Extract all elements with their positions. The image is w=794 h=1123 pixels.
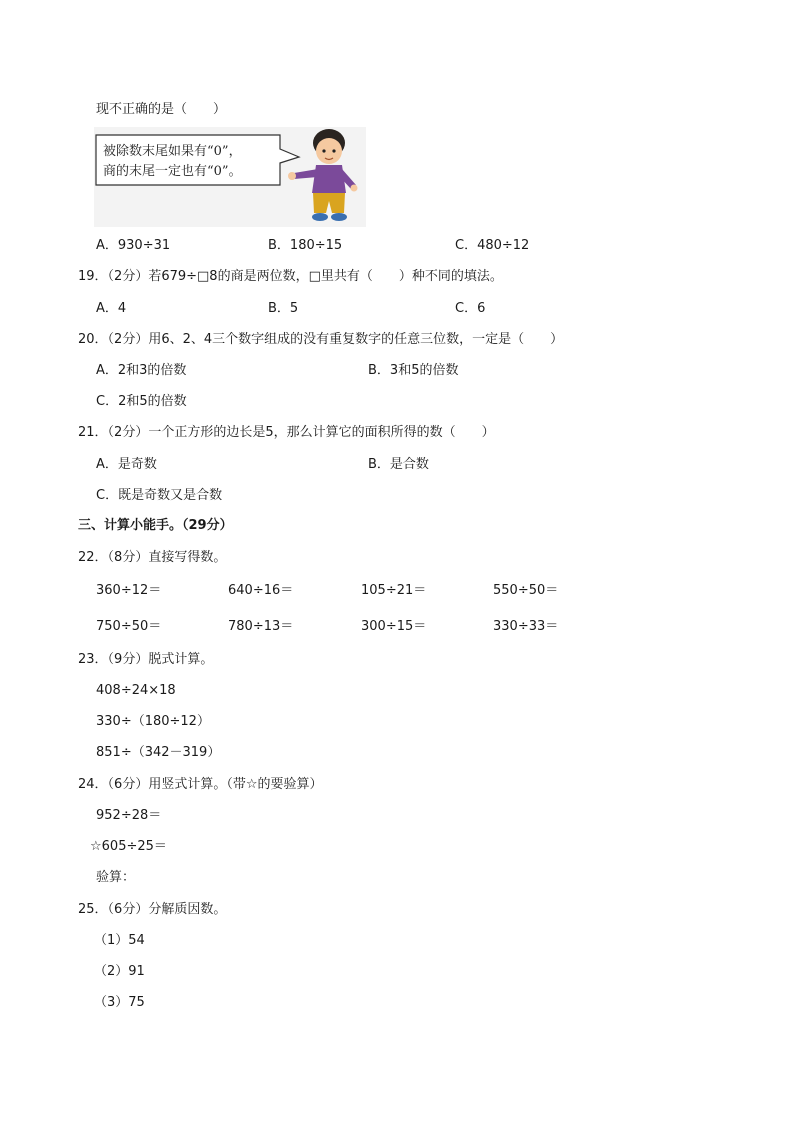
q19-option-b: B．5 bbox=[268, 301, 299, 316]
q22-item: 360÷12＝ bbox=[96, 583, 162, 598]
bubble-text-1: 被除数末尾如果有“0”， bbox=[103, 144, 242, 159]
q20-stem: 20．（2分）用6、2、4三个数字组成的没有重复数字的任意三位数，一定是（ ） bbox=[78, 332, 564, 347]
q24-item: 952÷28＝ bbox=[96, 808, 162, 823]
q20-option-c: C．2和5的倍数 bbox=[96, 394, 187, 409]
q19-option-c: C．6 bbox=[455, 301, 486, 316]
q18-illustration bbox=[94, 127, 366, 227]
section-heading: 三、计算小能手。（29分） bbox=[78, 518, 233, 533]
q22-item: 750÷50＝ bbox=[96, 619, 162, 634]
q22-item: 105÷21＝ bbox=[361, 583, 427, 598]
q23-item: 851÷（342－319） bbox=[96, 745, 221, 760]
bubble-text-2: 商的末尾一定也有“0”。 bbox=[103, 164, 242, 179]
q25-stem: 25．（6分）分解质因数。 bbox=[78, 902, 227, 917]
boy-speech-bubble-image bbox=[94, 127, 366, 227]
q22-item: 780÷13＝ bbox=[228, 619, 294, 634]
q21-option-c: C．既是奇数又是合数 bbox=[96, 488, 223, 503]
q22-item: 300÷15＝ bbox=[361, 619, 427, 634]
q23-stem: 23．（9分）脱式计算。 bbox=[78, 652, 214, 667]
q18-option-c: C．480÷12 bbox=[455, 238, 530, 253]
q25-item: （2）91 bbox=[94, 964, 145, 979]
q18-option-a: A．930÷31 bbox=[96, 238, 171, 253]
q20-option-b: B．3和5的倍数 bbox=[368, 363, 459, 378]
q21-stem: 21．（2分）一个正方形的边长是5，那么计算它的面积所得的数（ ） bbox=[78, 425, 495, 440]
q24-stem: 24．（6分）用竖式计算。（带☆的要验算） bbox=[78, 777, 323, 792]
q20-option-a: A．2和3的倍数 bbox=[96, 363, 187, 378]
q19-stem: 19．（2分）若679÷□8的商是两位数，□里共有（ ）种不同的填法。 bbox=[78, 269, 503, 284]
q23-item: 408÷24×18 bbox=[96, 683, 176, 698]
q24-item: ☆605÷25＝ bbox=[90, 839, 167, 854]
q25-item: （3）75 bbox=[94, 995, 145, 1010]
q22-item: 330÷33＝ bbox=[493, 619, 559, 634]
q25-item: （1）54 bbox=[94, 933, 145, 948]
q18-option-b: B．180÷15 bbox=[268, 238, 343, 253]
q24-check-label: 验算： bbox=[96, 870, 136, 885]
q23-item: 330÷（180÷12） bbox=[96, 714, 210, 729]
q21-option-a: A．是奇数 bbox=[96, 457, 157, 472]
q18-stem: 现不正确的是（ ） bbox=[96, 102, 227, 117]
q22-item: 640÷16＝ bbox=[228, 583, 294, 598]
q22-item: 550÷50＝ bbox=[493, 583, 559, 598]
q19-option-a: A．4 bbox=[96, 301, 127, 316]
q22-stem: 22．（8分）直接写得数。 bbox=[78, 550, 227, 565]
q21-option-b: B．是合数 bbox=[368, 457, 429, 472]
